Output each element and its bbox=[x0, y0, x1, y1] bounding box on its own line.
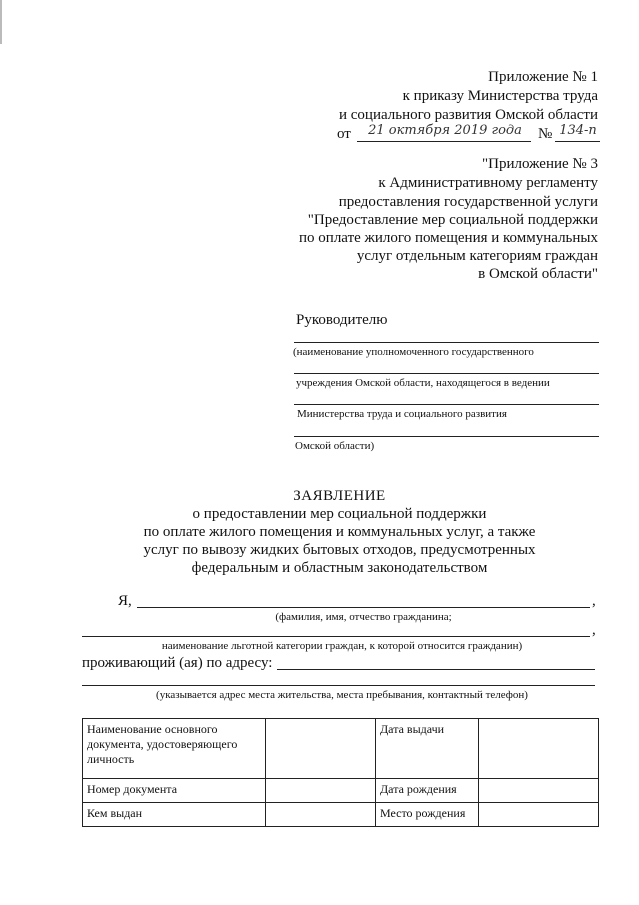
applicant-comma-1: , bbox=[592, 593, 596, 609]
issue-date-value-cell[interactable] bbox=[479, 719, 599, 779]
birth-place-label: Место рождения bbox=[376, 803, 479, 827]
applicant-address-field-2 bbox=[82, 685, 595, 686]
appendix1-number-label: № bbox=[538, 126, 553, 142]
appendix3-line6: услуг отдельным категориям граждан bbox=[356, 248, 598, 264]
statement-line4: федеральным и областным законодательством bbox=[191, 560, 488, 576]
birth-place-value-cell[interactable] bbox=[479, 803, 599, 827]
doc-number-label: Номер документа bbox=[83, 779, 266, 803]
applicant-i-label: Я, bbox=[118, 593, 132, 609]
addressee-caption-3: Министерства труда и социального развития bbox=[297, 408, 507, 420]
issued-by-label: Кем выдан bbox=[83, 803, 266, 827]
addressee-field-line-4 bbox=[294, 436, 599, 437]
appendix1-line2: к приказу Министерства труда bbox=[402, 88, 598, 104]
doc-name-label: Наименование основного документа, удостоверяющего личность bbox=[83, 719, 266, 779]
applicant-address-caption: (указывается адрес места жительства, места пребывания, контактный телефон) bbox=[156, 689, 528, 701]
addressee-caption-4: Омской области) bbox=[295, 440, 375, 452]
identity-document-table bbox=[82, 718, 599, 827]
scan-edge-mark bbox=[0, 0, 2, 44]
appendix1-line3: и социального развития Омской области bbox=[338, 107, 598, 123]
appendix1-line1: Приложение № 1 bbox=[488, 69, 598, 85]
appendix3-line4: "Предоставление мер социальной поддержки bbox=[307, 212, 598, 228]
addressee-caption-1: (наименование уполномоченного государственного bbox=[293, 346, 534, 358]
issued-by-value-cell[interactable] bbox=[266, 803, 376, 827]
addressee-caption-2: учреждения Омской области, находящегося в ведении bbox=[296, 377, 550, 389]
appendix3-line7: в Омской области" bbox=[478, 266, 598, 282]
table-row bbox=[83, 803, 599, 827]
statement-line3: услуг по вывозу жидких бытовых отходов, предусмотренных bbox=[143, 542, 536, 558]
birth-date-value-cell[interactable] bbox=[479, 779, 599, 803]
addressee-field-line-2 bbox=[294, 373, 599, 374]
applicant-name-field bbox=[137, 607, 590, 608]
applicant-address-field bbox=[277, 669, 595, 670]
doc-name-value-cell[interactable] bbox=[266, 719, 376, 779]
appendix3-line1: "Приложение № 3 bbox=[482, 156, 598, 172]
statement-line1: о предоставлении мер социальной поддержки bbox=[192, 506, 487, 522]
addressee-field-line-3 bbox=[294, 404, 599, 405]
number-underline bbox=[555, 141, 600, 142]
birth-date-label: Дата рождения bbox=[376, 779, 479, 803]
applicant-comma-2: , bbox=[592, 622, 596, 638]
addressee-field-line-1 bbox=[294, 342, 599, 343]
appendix3-line2: к Административному регламенту bbox=[378, 175, 598, 191]
date-underline bbox=[357, 141, 531, 142]
addressee-title: Руководителю bbox=[296, 312, 388, 328]
appendix1-from-label: от bbox=[337, 126, 351, 142]
applicant-name-caption: (фамилия, имя, отчество гражданина; bbox=[275, 611, 452, 623]
handwritten-date: 21 октября 2019 года bbox=[368, 123, 522, 138]
table-row bbox=[83, 719, 599, 779]
statement-line2: по оплате жилого помещения и коммунальных услуг, а также bbox=[143, 524, 536, 540]
handwritten-number: 134-п bbox=[559, 123, 597, 138]
applicant-category-caption: наименование льготной категории граждан, к которой относится гражданин) bbox=[161, 640, 523, 652]
appendix3-line5: по оплате жилого помещения и коммунальных bbox=[299, 230, 598, 246]
applicant-category-field bbox=[82, 636, 590, 637]
statement-title: ЗАЯВЛЕНИЕ bbox=[293, 488, 386, 504]
issue-date-label: Дата выдачи bbox=[376, 719, 479, 779]
applicant-address-label: проживающий (ая) по адресу: bbox=[82, 655, 273, 671]
appendix3-line3: предоставления государственной услуги bbox=[338, 194, 598, 210]
table-row bbox=[83, 779, 599, 803]
doc-number-value-cell[interactable] bbox=[266, 779, 376, 803]
